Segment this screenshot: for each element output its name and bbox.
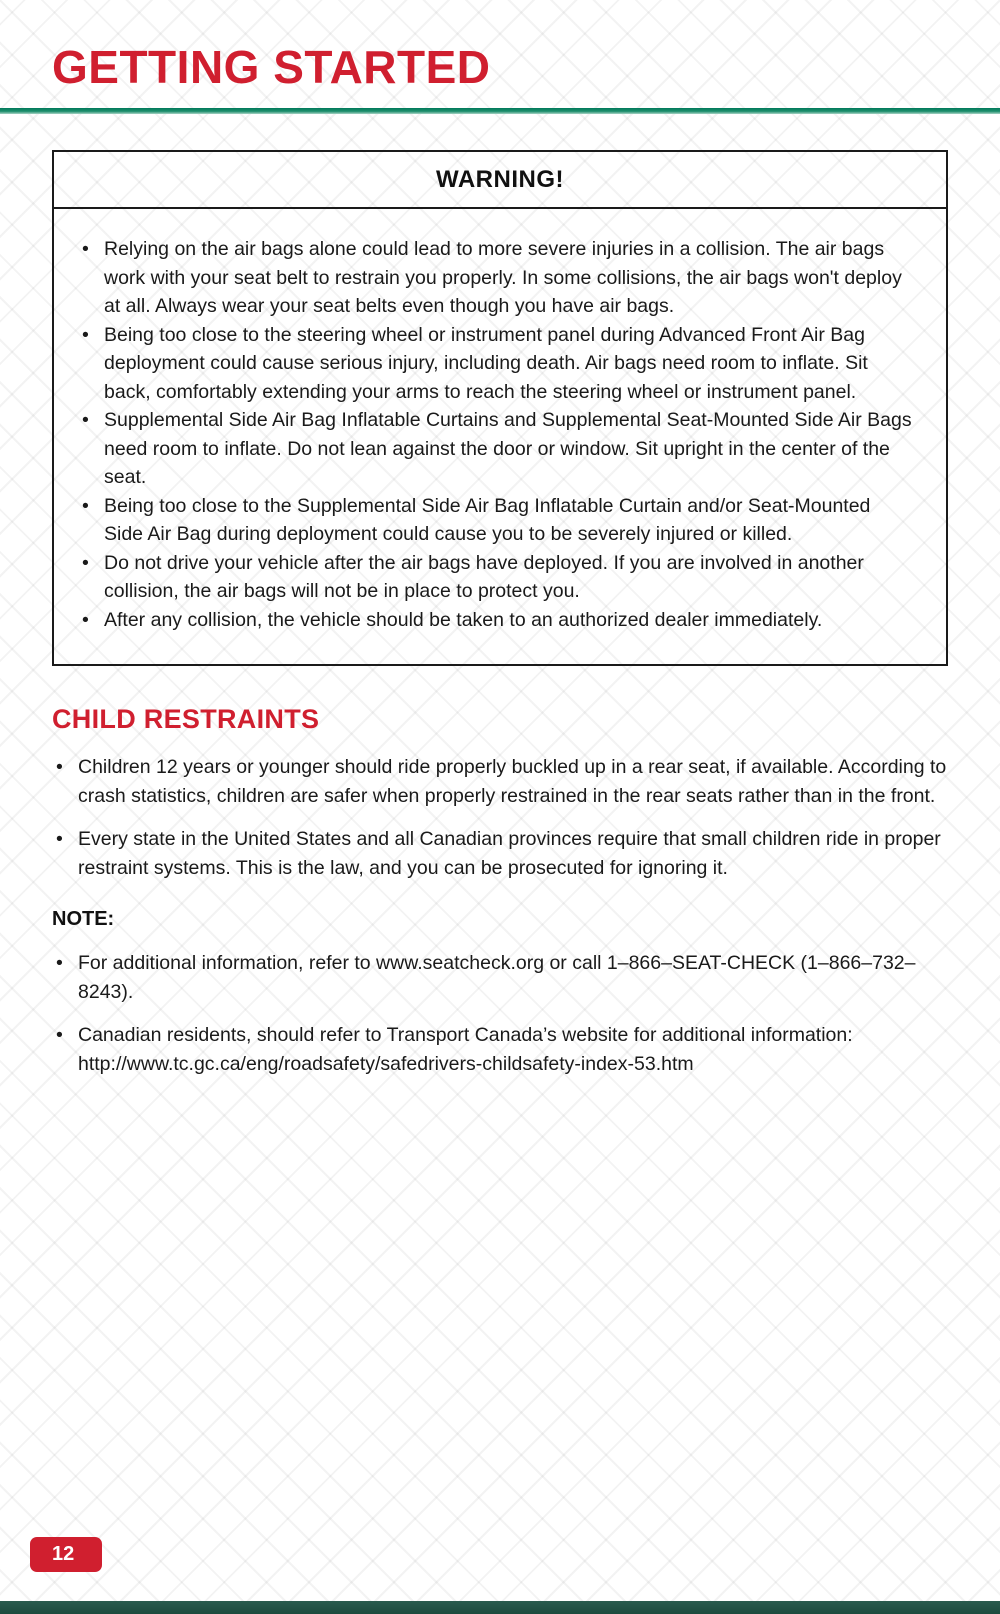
footer-bar (0, 1601, 1000, 1614)
warning-list-item: • After any collision, the vehicle should be taken to an authorized dealer immediately. (78, 606, 912, 635)
warning-title: WARNING! (54, 152, 946, 209)
warning-list-item: • Supplemental Side Air Bag Inflatable Curtains and Supplemental Seat-Mounted Side Air Bags need room to inflate. Do not lean against the door or window. Sit upright in the center of the seat. (78, 406, 912, 492)
page-number-badge (30, 1537, 102, 1572)
note-section (52, 908, 948, 1078)
note-label: NOTE: (52, 908, 115, 930)
note-list-item: • For additional information, refer to www.seatcheck.org or call 1–866–SEAT-CHECK (1–866–732–8243). (52, 949, 948, 1006)
child-restraints-list-item: • Every state in the United States and all Canadian provinces require that small children ride in proper restraint systems. This is the law, and you can be prosecuted for ignoring it. (52, 825, 948, 882)
warning-list-item: • Being too close to the steering wheel or instrument panel during Advanced Front Air Bag deployment could cause serious injury, including death. Air bags need room to inflate. Sit back, comfortably extending your arms to reach the steering wheel or instrument panel. (78, 321, 912, 407)
title-divider (0, 108, 1000, 114)
warning-box (52, 150, 948, 666)
warning-list-item: • Being too close to the Supplemental Side Air Bag Inflatable Curtain and/or Seat-Mounted Side Air Bag during deployment could cause you to be severely injured or killed. (78, 492, 912, 549)
page-title: GETTING STARTED (52, 41, 491, 93)
note-list-item: • Canadian residents, should refer to Transport Canada’s website for additional information: http://www.tc.gc.ca/eng/roadsafety/safedrivers-childsafety-index-53.htm (52, 1021, 948, 1078)
page-number: 12 (52, 1543, 75, 1565)
child-restraints-heading: CHILD RESTRAINTS (52, 704, 320, 734)
child-restraints-section (52, 704, 948, 882)
note-list (52, 949, 948, 1078)
warning-list (78, 235, 912, 634)
warning-list-item: • Do not drive your vehicle after the air bags have deployed. If you are involved in another collision, the air bags will not be in place to protect you. (78, 549, 912, 606)
child-restraints-list-item: • Children 12 years or younger should ride properly buckled up in a rear seat, if available. According to crash statistics, children are safer when properly restrained in the rear seats rather than in the front. (52, 753, 948, 810)
warning-body (54, 209, 946, 664)
warning-list-item: • Relying on the air bags alone could lead to more severe injuries in a collision. The air bags work with your seat belt to restrain you properly. In some collisions, the air bags won't deploy at all. Always wear your seat belts even though you have air bags. (78, 235, 912, 321)
child-restraints-list (52, 753, 948, 882)
